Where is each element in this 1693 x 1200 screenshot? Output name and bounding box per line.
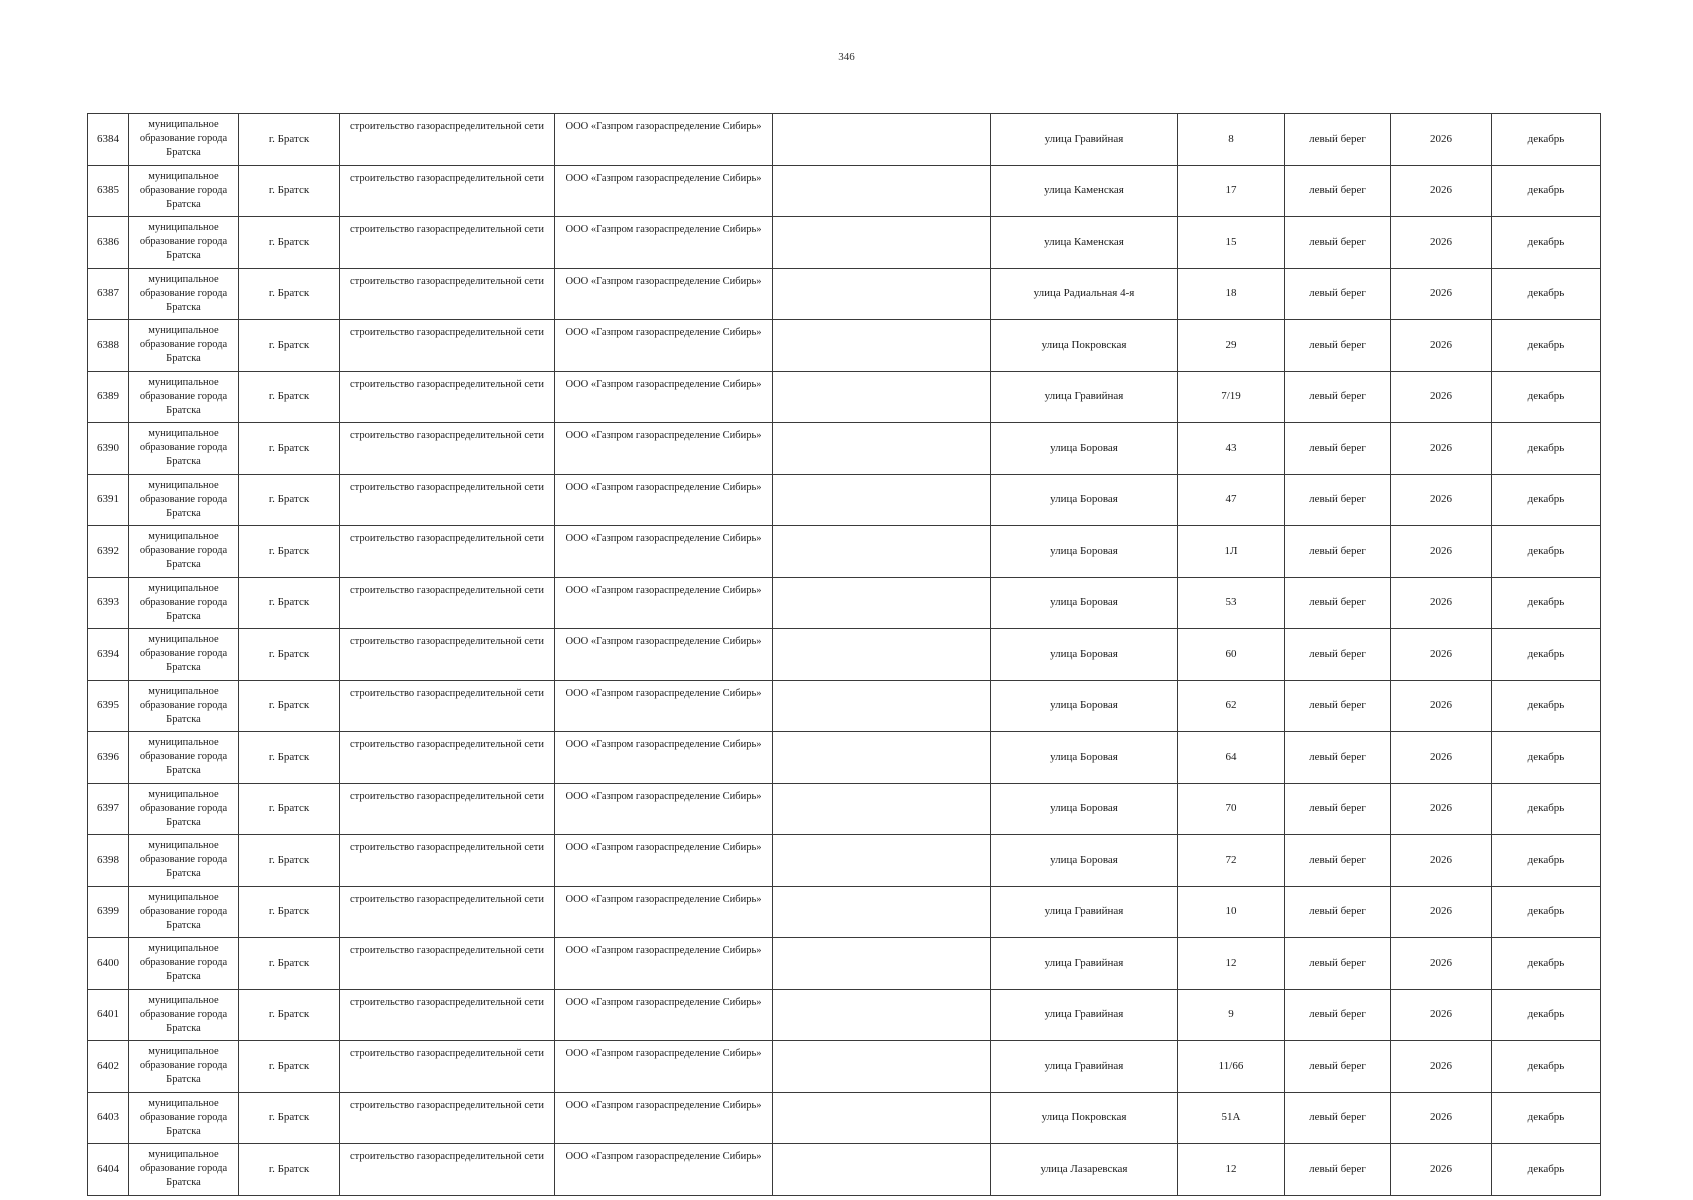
city-cell: г. Братск xyxy=(239,989,340,1041)
river-bank-cell: левый берег xyxy=(1285,320,1391,372)
work-type-cell: строительство газораспределительной сети xyxy=(340,938,555,990)
river-bank-cell: левый берег xyxy=(1285,835,1391,887)
work-type-cell: строительство газораспределительной сети xyxy=(340,474,555,526)
blank-cell xyxy=(773,577,991,629)
municipality-cell: муниципальное образование города Братска xyxy=(129,783,239,835)
street-cell: улица Боровая xyxy=(991,629,1178,681)
city-cell: г. Братск xyxy=(239,577,340,629)
work-type-cell: строительство газораспределительной сети xyxy=(340,268,555,320)
table-row xyxy=(88,371,1601,423)
table-row xyxy=(88,1041,1601,1093)
house-number-cell: 15 xyxy=(1178,217,1285,269)
month-cell: декабрь xyxy=(1492,629,1601,681)
row-number-cell: 6389 xyxy=(88,371,129,423)
house-number-cell: 10 xyxy=(1178,886,1285,938)
month-cell: декабрь xyxy=(1492,938,1601,990)
city-cell: г. Братск xyxy=(239,320,340,372)
year-cell: 2026 xyxy=(1391,268,1492,320)
municipality-cell: муниципальное образование города Братска xyxy=(129,938,239,990)
municipality-cell: муниципальное образование города Братска xyxy=(129,217,239,269)
year-cell: 2026 xyxy=(1391,217,1492,269)
year-cell: 2026 xyxy=(1391,474,1492,526)
organization-cell: ООО «Газпром газораспределение Сибирь» xyxy=(555,938,773,990)
work-type-cell: строительство газораспределительной сети xyxy=(340,1041,555,1093)
house-number-cell: 12 xyxy=(1178,1144,1285,1196)
year-cell: 2026 xyxy=(1391,165,1492,217)
table-row xyxy=(88,526,1601,578)
year-cell: 2026 xyxy=(1391,938,1492,990)
year-cell: 2026 xyxy=(1391,989,1492,1041)
year-cell: 2026 xyxy=(1391,1092,1492,1144)
municipality-cell: муниципальное образование города Братска xyxy=(129,165,239,217)
city-cell: г. Братск xyxy=(239,783,340,835)
blank-cell xyxy=(773,114,991,166)
city-cell: г. Братск xyxy=(239,371,340,423)
year-cell: 2026 xyxy=(1391,835,1492,887)
work-type-cell: строительство газораспределительной сети xyxy=(340,835,555,887)
table-row xyxy=(88,835,1601,887)
river-bank-cell: левый берег xyxy=(1285,114,1391,166)
street-cell: улица Гравийная xyxy=(991,938,1178,990)
work-type-cell: строительство газораспределительной сети xyxy=(340,1144,555,1196)
river-bank-cell: левый берег xyxy=(1285,268,1391,320)
work-type-cell: строительство газораспределительной сети xyxy=(340,629,555,681)
blank-cell xyxy=(773,371,991,423)
organization-cell: ООО «Газпром газораспределение Сибирь» xyxy=(555,217,773,269)
year-cell: 2026 xyxy=(1391,114,1492,166)
organization-cell: ООО «Газпром газораспределение Сибирь» xyxy=(555,783,773,835)
organization-cell: ООО «Газпром газораспределение Сибирь» xyxy=(555,886,773,938)
year-cell: 2026 xyxy=(1391,423,1492,475)
work-type-cell: строительство газораспределительной сети xyxy=(340,1092,555,1144)
row-number-cell: 6401 xyxy=(88,989,129,1041)
street-cell: улица Боровая xyxy=(991,577,1178,629)
river-bank-cell: левый берег xyxy=(1285,629,1391,681)
blank-cell xyxy=(773,938,991,990)
row-number-cell: 6393 xyxy=(88,577,129,629)
river-bank-cell: левый берег xyxy=(1285,989,1391,1041)
municipality-cell: муниципальное образование города Братска xyxy=(129,371,239,423)
work-type-cell: строительство газораспределительной сети xyxy=(340,526,555,578)
organization-cell: ООО «Газпром газораспределение Сибирь» xyxy=(555,1092,773,1144)
blank-cell xyxy=(773,474,991,526)
row-number-cell: 6396 xyxy=(88,732,129,784)
year-cell: 2026 xyxy=(1391,320,1492,372)
organization-cell: ООО «Газпром газораспределение Сибирь» xyxy=(555,371,773,423)
organization-cell: ООО «Газпром газораспределение Сибирь» xyxy=(555,1144,773,1196)
street-cell: улица Гравийная xyxy=(991,114,1178,166)
house-number-cell: 70 xyxy=(1178,783,1285,835)
river-bank-cell: левый берег xyxy=(1285,1092,1391,1144)
blank-cell xyxy=(773,629,991,681)
municipality-cell: муниципальное образование города Братска xyxy=(129,474,239,526)
river-bank-cell: левый берег xyxy=(1285,423,1391,475)
municipality-cell: муниципальное образование города Братска xyxy=(129,886,239,938)
table-row xyxy=(88,783,1601,835)
street-cell: улица Гравийная xyxy=(991,1041,1178,1093)
month-cell: декабрь xyxy=(1492,526,1601,578)
organization-cell: ООО «Газпром газораспределение Сибирь» xyxy=(555,268,773,320)
street-cell: улица Каменская xyxy=(991,217,1178,269)
row-number-cell: 6390 xyxy=(88,423,129,475)
month-cell: декабрь xyxy=(1492,680,1601,732)
row-number-cell: 6403 xyxy=(88,1092,129,1144)
row-number-cell: 6394 xyxy=(88,629,129,681)
work-type-cell: строительство газораспределительной сети xyxy=(340,371,555,423)
municipality-cell: муниципальное образование города Братска xyxy=(129,732,239,784)
work-type-cell: строительство газораспределительной сети xyxy=(340,680,555,732)
city-cell: г. Братск xyxy=(239,629,340,681)
house-number-cell: 60 xyxy=(1178,629,1285,681)
organization-cell: ООО «Газпром газораспределение Сибирь» xyxy=(555,989,773,1041)
row-number-cell: 6384 xyxy=(88,114,129,166)
row-number-cell: 6391 xyxy=(88,474,129,526)
city-cell: г. Братск xyxy=(239,886,340,938)
table-row xyxy=(88,474,1601,526)
year-cell: 2026 xyxy=(1391,577,1492,629)
city-cell: г. Братск xyxy=(239,680,340,732)
street-cell: улица Гравийная xyxy=(991,989,1178,1041)
table-row xyxy=(88,165,1601,217)
row-number-cell: 6397 xyxy=(88,783,129,835)
table-row xyxy=(88,629,1601,681)
month-cell: декабрь xyxy=(1492,989,1601,1041)
municipality-cell: муниципальное образование города Братска xyxy=(129,1092,239,1144)
municipality-cell: муниципальное образование города Братска xyxy=(129,268,239,320)
blank-cell xyxy=(773,886,991,938)
table-row xyxy=(88,423,1601,475)
blank-cell xyxy=(773,165,991,217)
blank-cell xyxy=(773,835,991,887)
row-number-cell: 6398 xyxy=(88,835,129,887)
page-number: 346 xyxy=(838,51,855,63)
month-cell: декабрь xyxy=(1492,320,1601,372)
street-cell: улица Гравийная xyxy=(991,371,1178,423)
house-number-cell: 72 xyxy=(1178,835,1285,887)
month-cell: декабрь xyxy=(1492,732,1601,784)
organization-cell: ООО «Газпром газораспределение Сибирь» xyxy=(555,680,773,732)
blank-cell xyxy=(773,268,991,320)
table-row xyxy=(88,1092,1601,1144)
work-type-cell: строительство газораспределительной сети xyxy=(340,783,555,835)
organization-cell: ООО «Газпром газораспределение Сибирь» xyxy=(555,114,773,166)
organization-cell: ООО «Газпром газораспределение Сибирь» xyxy=(555,165,773,217)
municipality-cell: муниципальное образование города Братска xyxy=(129,680,239,732)
municipality-cell: муниципальное образование города Братска xyxy=(129,423,239,475)
house-number-cell: 9 xyxy=(1178,989,1285,1041)
house-number-cell: 51А xyxy=(1178,1092,1285,1144)
street-cell: улица Каменская xyxy=(991,165,1178,217)
municipality-cell: муниципальное образование города Братска xyxy=(129,1144,239,1196)
house-number-cell: 1Л xyxy=(1178,526,1285,578)
row-number-cell: 6388 xyxy=(88,320,129,372)
street-cell: улица Радиальная 4-я xyxy=(991,268,1178,320)
year-cell: 2026 xyxy=(1391,629,1492,681)
city-cell: г. Братск xyxy=(239,217,340,269)
river-bank-cell: левый берег xyxy=(1285,217,1391,269)
row-number-cell: 6392 xyxy=(88,526,129,578)
month-cell: декабрь xyxy=(1492,1092,1601,1144)
organization-cell: ООО «Газпром газораспределение Сибирь» xyxy=(555,526,773,578)
city-cell: г. Братск xyxy=(239,1092,340,1144)
year-cell: 2026 xyxy=(1391,1041,1492,1093)
year-cell: 2026 xyxy=(1391,783,1492,835)
table-row xyxy=(88,680,1601,732)
river-bank-cell: левый берег xyxy=(1285,165,1391,217)
register-table xyxy=(87,113,1601,1196)
river-bank-cell: левый берег xyxy=(1285,680,1391,732)
blank-cell xyxy=(773,989,991,1041)
blank-cell xyxy=(773,526,991,578)
row-number-cell: 6386 xyxy=(88,217,129,269)
month-cell: декабрь xyxy=(1492,165,1601,217)
house-number-cell: 64 xyxy=(1178,732,1285,784)
organization-cell: ООО «Газпром газораспределение Сибирь» xyxy=(555,474,773,526)
year-cell: 2026 xyxy=(1391,1144,1492,1196)
street-cell: улица Лазаревская xyxy=(991,1144,1178,1196)
house-number-cell: 12 xyxy=(1178,938,1285,990)
river-bank-cell: левый берег xyxy=(1285,1041,1391,1093)
river-bank-cell: левый берег xyxy=(1285,1144,1391,1196)
month-cell: декабрь xyxy=(1492,217,1601,269)
table-row xyxy=(88,989,1601,1041)
municipality-cell: муниципальное образование города Братска xyxy=(129,629,239,681)
blank-cell xyxy=(773,423,991,475)
table-row xyxy=(88,732,1601,784)
house-number-cell: 53 xyxy=(1178,577,1285,629)
city-cell: г. Братск xyxy=(239,1041,340,1093)
river-bank-cell: левый берег xyxy=(1285,474,1391,526)
table-row xyxy=(88,268,1601,320)
table-row xyxy=(88,320,1601,372)
street-cell: улица Гравийная xyxy=(991,886,1178,938)
row-number-cell: 6399 xyxy=(88,886,129,938)
month-cell: декабрь xyxy=(1492,423,1601,475)
year-cell: 2026 xyxy=(1391,526,1492,578)
work-type-cell: строительство газораспределительной сети xyxy=(340,320,555,372)
city-cell: г. Братск xyxy=(239,1144,340,1196)
river-bank-cell: левый берег xyxy=(1285,732,1391,784)
row-number-cell: 6385 xyxy=(88,165,129,217)
river-bank-cell: левый берег xyxy=(1285,526,1391,578)
city-cell: г. Братск xyxy=(239,938,340,990)
blank-cell xyxy=(773,320,991,372)
month-cell: декабрь xyxy=(1492,474,1601,526)
blank-cell xyxy=(773,1041,991,1093)
blank-cell xyxy=(773,1092,991,1144)
month-cell: декабрь xyxy=(1492,783,1601,835)
blank-cell xyxy=(773,680,991,732)
blank-cell xyxy=(773,732,991,784)
register-body xyxy=(88,114,1601,1196)
street-cell: улица Боровая xyxy=(991,680,1178,732)
month-cell: декабрь xyxy=(1492,886,1601,938)
work-type-cell: строительство газораспределительной сети xyxy=(340,423,555,475)
house-number-cell: 7/19 xyxy=(1178,371,1285,423)
month-cell: декабрь xyxy=(1492,577,1601,629)
blank-cell xyxy=(773,1144,991,1196)
organization-cell: ООО «Газпром газораспределение Сибирь» xyxy=(555,577,773,629)
organization-cell: ООО «Газпром газораспределение Сибирь» xyxy=(555,320,773,372)
municipality-cell: муниципальное образование города Братска xyxy=(129,1041,239,1093)
river-bank-cell: левый берег xyxy=(1285,577,1391,629)
month-cell: декабрь xyxy=(1492,371,1601,423)
city-cell: г. Братск xyxy=(239,474,340,526)
street-cell: улица Боровая xyxy=(991,783,1178,835)
work-type-cell: строительство газораспределительной сети xyxy=(340,577,555,629)
municipality-cell: муниципальное образование города Братска xyxy=(129,577,239,629)
organization-cell: ООО «Газпром газораспределение Сибирь» xyxy=(555,732,773,784)
house-number-cell: 43 xyxy=(1178,423,1285,475)
house-number-cell: 8 xyxy=(1178,114,1285,166)
city-cell: г. Братск xyxy=(239,165,340,217)
river-bank-cell: левый берег xyxy=(1285,886,1391,938)
street-cell: улица Покровская xyxy=(991,1092,1178,1144)
street-cell: улица Покровская xyxy=(991,320,1178,372)
city-cell: г. Братск xyxy=(239,268,340,320)
month-cell: декабрь xyxy=(1492,835,1601,887)
street-cell: улица Боровая xyxy=(991,423,1178,475)
work-type-cell: строительство газораспределительной сети xyxy=(340,886,555,938)
house-number-cell: 29 xyxy=(1178,320,1285,372)
work-type-cell: строительство газораспределительной сети xyxy=(340,165,555,217)
row-number-cell: 6395 xyxy=(88,680,129,732)
work-type-cell: строительство газораспределительной сети xyxy=(340,114,555,166)
street-cell: улица Боровая xyxy=(991,474,1178,526)
municipality-cell: муниципальное образование города Братска xyxy=(129,989,239,1041)
row-number-cell: 6400 xyxy=(88,938,129,990)
city-cell: г. Братск xyxy=(239,732,340,784)
municipality-cell: муниципальное образование города Братска xyxy=(129,835,239,887)
house-number-cell: 47 xyxy=(1178,474,1285,526)
table-row xyxy=(88,114,1601,166)
row-number-cell: 6402 xyxy=(88,1041,129,1093)
river-bank-cell: левый берег xyxy=(1285,938,1391,990)
municipality-cell: муниципальное образование города Братска xyxy=(129,320,239,372)
work-type-cell: строительство газораспределительной сети xyxy=(340,989,555,1041)
month-cell: декабрь xyxy=(1492,114,1601,166)
year-cell: 2026 xyxy=(1391,732,1492,784)
organization-cell: ООО «Газпром газораспределение Сибирь» xyxy=(555,835,773,887)
month-cell: декабрь xyxy=(1492,268,1601,320)
row-number-cell: 6404 xyxy=(88,1144,129,1196)
table-row xyxy=(88,886,1601,938)
house-number-cell: 18 xyxy=(1178,268,1285,320)
organization-cell: ООО «Газпром газораспределение Сибирь» xyxy=(555,423,773,475)
month-cell: декабрь xyxy=(1492,1144,1601,1196)
municipality-cell: муниципальное образование города Братска xyxy=(129,526,239,578)
river-bank-cell: левый берег xyxy=(1285,371,1391,423)
table-row xyxy=(88,217,1601,269)
house-number-cell: 17 xyxy=(1178,165,1285,217)
organization-cell: ООО «Газпром газораспределение Сибирь» xyxy=(555,1041,773,1093)
year-cell: 2026 xyxy=(1391,886,1492,938)
blank-cell xyxy=(773,217,991,269)
year-cell: 2026 xyxy=(1391,680,1492,732)
street-cell: улица Боровая xyxy=(991,835,1178,887)
house-number-cell: 62 xyxy=(1178,680,1285,732)
street-cell: улица Боровая xyxy=(991,526,1178,578)
row-number-cell: 6387 xyxy=(88,268,129,320)
year-cell: 2026 xyxy=(1391,371,1492,423)
street-cell: улица Боровая xyxy=(991,732,1178,784)
city-cell: г. Братск xyxy=(239,423,340,475)
blank-cell xyxy=(773,783,991,835)
river-bank-cell: левый берег xyxy=(1285,783,1391,835)
municipality-cell: муниципальное образование города Братска xyxy=(129,114,239,166)
table-row xyxy=(88,1144,1601,1196)
city-cell: г. Братск xyxy=(239,526,340,578)
month-cell: декабрь xyxy=(1492,1041,1601,1093)
work-type-cell: строительство газораспределительной сети xyxy=(340,217,555,269)
table-row xyxy=(88,938,1601,990)
house-number-cell: 11/66 xyxy=(1178,1041,1285,1093)
city-cell: г. Братск xyxy=(239,835,340,887)
city-cell: г. Братск xyxy=(239,114,340,166)
table-row xyxy=(88,577,1601,629)
work-type-cell: строительство газораспределительной сети xyxy=(340,732,555,784)
organization-cell: ООО «Газпром газораспределение Сибирь» xyxy=(555,629,773,681)
